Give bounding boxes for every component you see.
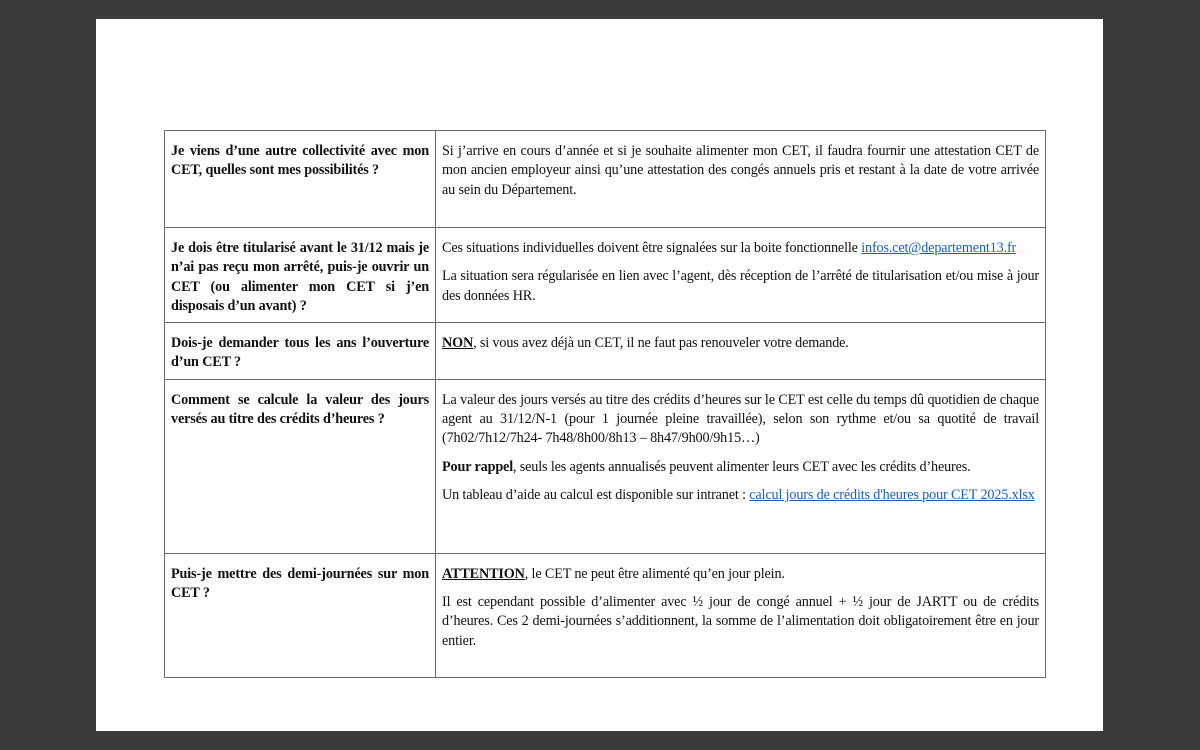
answer-text-span: Ces situations individuelles doivent être signalées sur la boite fonctionnelle — [442, 240, 862, 256]
email-link[interactable]: infos.cet@departement13.fr — [861, 240, 1017, 256]
question-cell: Je dois être titularisé avant le 31/12 mais je n’ai pas reçu mon arrêté, puis-je ouvrir un CET (ou alimenter mon CET si j’en disposais d’un avant) ? — [165, 228, 436, 323]
question-cell: Comment se calcule la valeur des jours versés au titre des crédits d’heures ? — [165, 379, 436, 553]
answer-text: Il est cependant possible d’alimenter avec ½ jour de congé annuel + ½ jour de JARTT ou de crédits d’heures. Ces 2 demi-journées s’additionnent, la somme de l’alimentation doit obligatoirement être en jour entier. — [442, 594, 1039, 649]
intranet-file-link[interactable]: calcul jours de crédits d'heures pour CET 2025.xlsx — [749, 486, 1035, 503]
answer-cell — [436, 323, 1046, 380]
answer-text-span: , seuls les agents annualisés peuvent alimenter leurs CET avec les crédits d’heures. — [513, 458, 971, 475]
answer-text-span: , le CET ne peut être alimenté qu’en jour plein. — [524, 565, 785, 582]
answer-cell — [436, 228, 1046, 323]
table-row — [165, 553, 1046, 677]
faq-table — [164, 130, 1046, 678]
answer-text: Si j’arrive en cours d’année et si je souhaite alimenter mon CET, il faudra fournir une attestation CET de mon ancien employeur ainsi qu’une attestation des congés annuels pris et restant à la date de votre arrivée au sein du Département. — [442, 143, 1039, 198]
answer-text: La valeur des jours versés au titre des crédits d’heures sur le CET est celle du temps dû quotidien de chaque agent au 31/12/N-1 (pour 1 journée pleine travaillée), selon son rythme et/ou sa quotité de travail (7h02/7h12/7h24- 7h48/8h00/8h13 – 8h47/9h00/9h15…) — [442, 391, 1039, 447]
question-cell: Puis-je mettre des demi-journées sur mon CET ? — [165, 553, 436, 677]
table-row — [165, 228, 1046, 323]
emphasis-text: ATTENTION — [442, 565, 525, 582]
question-cell: Dois-je demander tous les ans l’ouverture d’un CET ? — [165, 323, 436, 380]
answer-text — [442, 458, 1039, 477]
answer-text — [442, 565, 1039, 584]
table-row — [165, 131, 1046, 228]
table-row — [165, 379, 1046, 553]
emphasis-text: NON — [442, 335, 474, 352]
answer-text — [442, 486, 1039, 505]
answer-cell — [436, 553, 1046, 677]
table-row — [165, 323, 1046, 380]
document-page — [96, 19, 1103, 731]
answer-text-span: , si vous avez déjà un CET, il ne faut pas renouveler votre demande. — [473, 335, 849, 352]
bold-text: Pour rappel — [442, 458, 513, 475]
answer-text — [442, 334, 1039, 353]
answer-cell — [436, 131, 1046, 228]
answer-cell — [436, 379, 1046, 553]
answer-text: La situation sera régularisée en lien avec l’agent, dès réception de l’arrêté de titularisation et/ou mise à jour des données HR. — [442, 268, 1039, 304]
answer-text-span: Un tableau d’aide au calcul est disponible sur intranet : — [442, 486, 750, 503]
question-cell: Je viens d’une autre collectivité avec mon CET, quelles sont mes possibilités ? — [165, 131, 436, 228]
answer-text — [442, 239, 1039, 258]
